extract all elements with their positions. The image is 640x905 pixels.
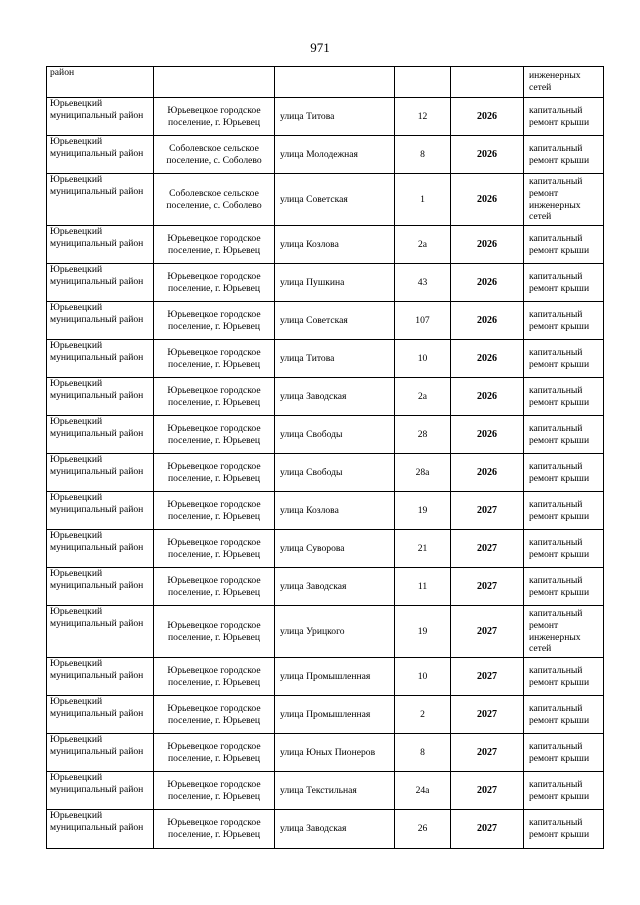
house-number-cell: 28а [395, 454, 451, 492]
street-cell: улица Молодежная [275, 136, 395, 174]
street-cell: улица Заводская [275, 810, 395, 849]
table-row [47, 226, 604, 264]
work-type-cell: капитальный ремонт крыши [524, 772, 604, 810]
year-cell: 2026 [451, 454, 524, 492]
house-number-cell: 10 [395, 340, 451, 378]
street-cell: улица Суворова [275, 530, 395, 568]
house-number-cell: 2 [395, 696, 451, 734]
house-number-cell [395, 67, 451, 98]
house-number-cell: 24а [395, 772, 451, 810]
district-cell: Юрьевецкий муниципальный район [47, 340, 154, 378]
work-type-cell: капитальный ремонт крыши [524, 492, 604, 530]
house-number-cell: 2а [395, 378, 451, 416]
street-cell: улица Свободы [275, 454, 395, 492]
year-cell: 2026 [451, 416, 524, 454]
district-cell: Юрьевецкий муниципальный район [47, 568, 154, 606]
house-number-cell: 19 [395, 492, 451, 530]
district-cell: Юрьевецкий муниципальный район [47, 772, 154, 810]
settlement-cell: Юрьевецкое городское поселение, г. Юрьевец [154, 810, 275, 849]
table-row [47, 98, 604, 136]
work-type-cell: капитальный ремонт крыши [524, 696, 604, 734]
table-row [47, 340, 604, 378]
house-number-cell: 1 [395, 174, 451, 226]
street-cell: улица Текстильная [275, 772, 395, 810]
district-cell: Юрьевецкий муниципальный район [47, 264, 154, 302]
street-cell: улица Советская [275, 174, 395, 226]
street-cell: улица Пушкина [275, 264, 395, 302]
district-cell: Юрьевецкий муниципальный район [47, 302, 154, 340]
district-cell: Юрьевецкий муниципальный район [47, 226, 154, 264]
street-cell [275, 67, 395, 98]
settlement-cell: Юрьевецкое городское поселение, г. Юрьевец [154, 264, 275, 302]
settlement-cell: Юрьевецкое городское поселение, г. Юрьевец [154, 492, 275, 530]
street-cell: улица Титова [275, 340, 395, 378]
settlement-cell: Юрьевецкое городское поселение, г. Юрьевец [154, 530, 275, 568]
settlement-cell: Соболевское сельское поселение, с. Соболево [154, 136, 275, 174]
year-cell: 2027 [451, 492, 524, 530]
work-type-cell: капитальный ремонт крыши [524, 264, 604, 302]
work-type-cell: капитальный ремонт крыши [524, 658, 604, 696]
house-number-cell: 21 [395, 530, 451, 568]
street-cell: улица Козлова [275, 226, 395, 264]
settlement-cell: Юрьевецкое городское поселение, г. Юрьевец [154, 696, 275, 734]
house-number-cell: 8 [395, 734, 451, 772]
house-number-cell: 10 [395, 658, 451, 696]
work-type-cell: капитальный ремонт крыши [524, 340, 604, 378]
year-cell: 2026 [451, 264, 524, 302]
work-type-cell: капитальный ремонт инженерных сетей [524, 174, 604, 226]
street-cell: улица Юных Пионеров [275, 734, 395, 772]
year-cell: 2026 [451, 98, 524, 136]
work-type-cell: инженерных сетей [524, 67, 604, 98]
house-number-cell: 8 [395, 136, 451, 174]
table-row [47, 530, 604, 568]
year-cell: 2026 [451, 340, 524, 378]
district-cell: Юрьевецкий муниципальный район [47, 98, 154, 136]
street-cell: улица Промышленная [275, 696, 395, 734]
street-cell: улица Заводская [275, 568, 395, 606]
settlement-cell: Юрьевецкое городское поселение, г. Юрьевец [154, 454, 275, 492]
house-number-cell: 107 [395, 302, 451, 340]
settlement-cell [154, 67, 275, 98]
year-cell [451, 67, 524, 98]
table-row [47, 492, 604, 530]
table-row [47, 606, 604, 658]
work-type-cell: капитальный ремонт крыши [524, 98, 604, 136]
table-row [47, 67, 604, 98]
table-row [47, 658, 604, 696]
work-type-cell: капитальный ремонт крыши [524, 136, 604, 174]
district-cell: Юрьевецкий муниципальный район [47, 174, 154, 226]
year-cell: 2026 [451, 174, 524, 226]
year-cell: 2026 [451, 302, 524, 340]
work-type-cell: капитальный ремонт крыши [524, 454, 604, 492]
table-row [47, 810, 604, 849]
district-cell: Юрьевецкий муниципальный район [47, 734, 154, 772]
settlement-cell: Юрьевецкое городское поселение, г. Юрьевец [154, 606, 275, 658]
table-row [47, 454, 604, 492]
settlement-cell: Соболевское сельское поселение, с. Соболево [154, 174, 275, 226]
table-row [47, 416, 604, 454]
street-cell: улица Заводская [275, 378, 395, 416]
settlement-cell: Юрьевецкое городское поселение, г. Юрьевец [154, 416, 275, 454]
district-cell: Юрьевецкий муниципальный район [47, 530, 154, 568]
settlement-cell: Юрьевецкое городское поселение, г. Юрьевец [154, 226, 275, 264]
year-cell: 2027 [451, 568, 524, 606]
street-cell: улица Свободы [275, 416, 395, 454]
table-row [47, 264, 604, 302]
district-cell: Юрьевецкий муниципальный район [47, 136, 154, 174]
street-cell: улица Титова [275, 98, 395, 136]
street-cell: улица Козлова [275, 492, 395, 530]
settlement-cell: Юрьевецкое городское поселение, г. Юрьевец [154, 302, 275, 340]
house-number-cell: 26 [395, 810, 451, 849]
year-cell: 2026 [451, 378, 524, 416]
work-type-cell: капитальный ремонт крыши [524, 810, 604, 849]
settlement-cell: Юрьевецкое городское поселение, г. Юрьевец [154, 568, 275, 606]
settlement-cell: Юрьевецкое городское поселение, г. Юрьевец [154, 658, 275, 696]
district-cell: Юрьевецкий муниципальный район [47, 606, 154, 658]
table-row [47, 734, 604, 772]
year-cell: 2027 [451, 772, 524, 810]
data-table [46, 66, 604, 849]
table-row [47, 772, 604, 810]
district-cell: Юрьевецкий муниципальный район [47, 696, 154, 734]
work-type-cell: капитальный ремонт крыши [524, 530, 604, 568]
district-cell: Юрьевецкий муниципальный район [47, 658, 154, 696]
street-cell: улица Промышленная [275, 658, 395, 696]
district-cell: Юрьевецкий муниципальный район [47, 810, 154, 849]
table-row [47, 136, 604, 174]
district-cell: Юрьевецкий муниципальный район [47, 492, 154, 530]
district-cell: район [47, 67, 154, 98]
table-row [47, 378, 604, 416]
year-cell: 2026 [451, 136, 524, 174]
district-cell: Юрьевецкий муниципальный район [47, 416, 154, 454]
settlement-cell: Юрьевецкое городское поселение, г. Юрьевец [154, 98, 275, 136]
street-cell: улица Урицкого [275, 606, 395, 658]
house-number-cell: 43 [395, 264, 451, 302]
settlement-cell: Юрьевецкое городское поселение, г. Юрьевец [154, 772, 275, 810]
work-type-cell: капитальный ремонт инженерных сетей [524, 606, 604, 658]
street-cell: улица Советская [275, 302, 395, 340]
year-cell: 2027 [451, 658, 524, 696]
settlement-cell: Юрьевецкое городское поселение, г. Юрьевец [154, 378, 275, 416]
district-cell: Юрьевецкий муниципальный район [47, 454, 154, 492]
work-type-cell: капитальный ремонт крыши [524, 226, 604, 264]
work-type-cell: капитальный ремонт крыши [524, 568, 604, 606]
house-number-cell: 12 [395, 98, 451, 136]
work-type-cell: капитальный ремонт крыши [524, 734, 604, 772]
house-number-cell: 28 [395, 416, 451, 454]
year-cell: 2027 [451, 810, 524, 849]
page-number: 971 [310, 40, 330, 55]
table-row [47, 568, 604, 606]
year-cell: 2027 [451, 696, 524, 734]
year-cell: 2027 [451, 606, 524, 658]
settlement-cell: Юрьевецкое городское поселение, г. Юрьевец [154, 734, 275, 772]
settlement-cell: Юрьевецкое городское поселение, г. Юрьевец [154, 340, 275, 378]
house-number-cell: 2а [395, 226, 451, 264]
year-cell: 2027 [451, 734, 524, 772]
house-number-cell: 19 [395, 606, 451, 658]
year-cell: 2026 [451, 226, 524, 264]
table-row [47, 174, 604, 226]
work-type-cell: капитальный ремонт крыши [524, 378, 604, 416]
district-cell: Юрьевецкий муниципальный район [47, 378, 154, 416]
table-row [47, 696, 604, 734]
year-cell: 2027 [451, 530, 524, 568]
house-number-cell: 11 [395, 568, 451, 606]
table-row [47, 302, 604, 340]
work-type-cell: капитальный ремонт крыши [524, 302, 604, 340]
work-type-cell: капитальный ремонт крыши [524, 416, 604, 454]
